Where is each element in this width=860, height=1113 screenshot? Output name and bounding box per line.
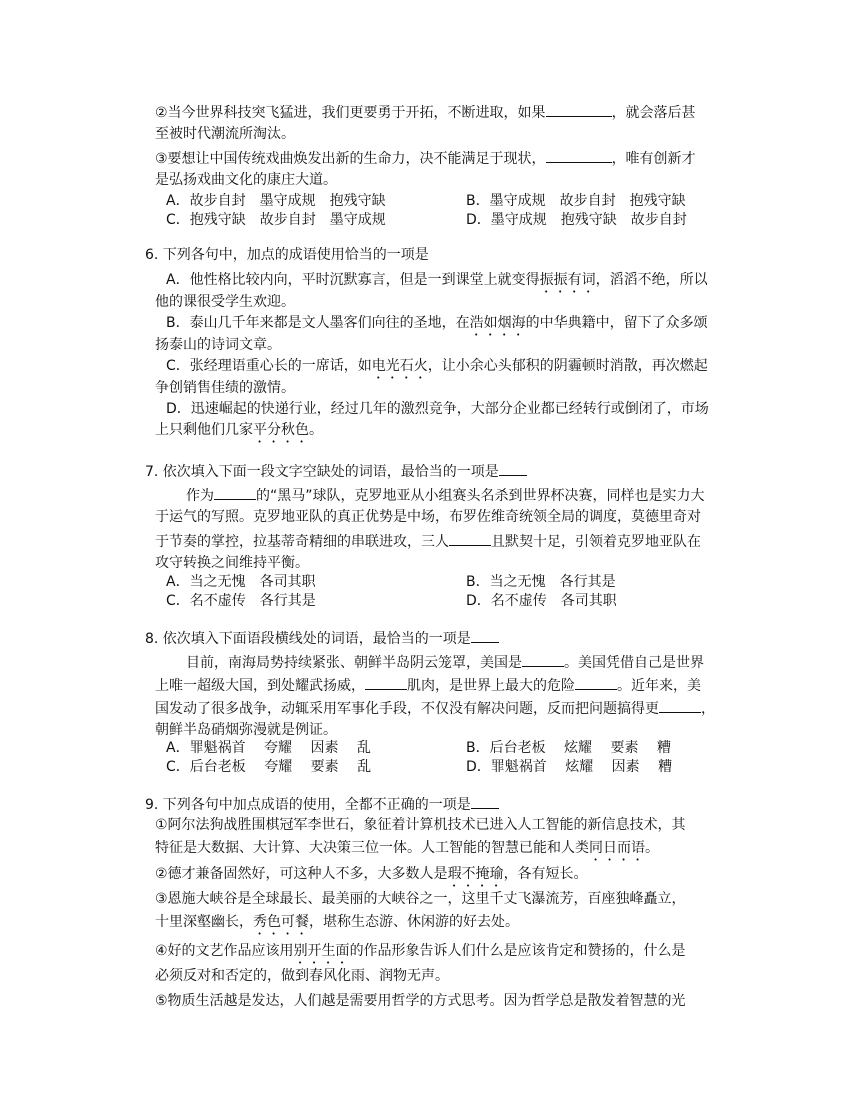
q6-c-text-b: ，让小余心头郁积的阴霾顿时消散，再次燃起	[427, 358, 708, 374]
fill-blank	[522, 651, 564, 667]
q6-b-text-a: B．泰山几千年来都是文人墨客们向往的圣地，在	[166, 315, 470, 331]
q6-d-text-b: 。	[309, 422, 323, 438]
q6-a-dotted-idiom: 振振有词	[539, 272, 596, 288]
fill-blank	[659, 697, 701, 713]
q9-s2-text-a: ②德才兼备固然好，可这种人不多，大多数人是	[155, 866, 448, 882]
q6-stem: 6. 下列各句中，加点的成语使用恰当的一项是	[145, 247, 429, 263]
q8-p1-text-b: 。美国凭借自己是世界	[564, 655, 704, 671]
q7-passage-line-3	[155, 530, 701, 552]
q9-s2-text-b: ，各有短长。	[503, 866, 588, 882]
q5-sentence-3-line-2: 是弘扬戏曲文化的康庄大道。	[155, 172, 337, 188]
q6-a-text-a: A．他性格比较内向，平时沉默寡言，但是一到课堂上就变得	[166, 272, 540, 288]
q7-passage-line-4: 攻守转换之间维持平衡。	[155, 555, 309, 571]
q9-sentence-3-line-2	[155, 912, 519, 938]
q7-option-b[interactable]: B．当之无愧 各行其是	[466, 574, 616, 590]
answer-blank[interactable]	[499, 460, 527, 476]
q6-c-dotted-idiom: 电光石火	[371, 358, 428, 374]
q7-option-a[interactable]: A．当之无愧 各司其职	[166, 574, 316, 590]
q9-s1-text-a: 特征是大数据、大计算、大决策三位一体。人工智能的智慧已能和人类	[155, 840, 589, 856]
q9-s1-text-b: 。	[645, 840, 659, 856]
q8-option-a[interactable]: A．罪魁祸首 夸耀 因素 乱	[166, 740, 371, 756]
q6-option-b-line-2: 扬泰山的诗词文章。	[155, 337, 281, 353]
q6-d-dotted-idiom: 平分秋色	[253, 422, 309, 438]
q8-passage-line-2	[155, 674, 701, 696]
q7-passage-line-2: 于运气的写照。克罗地亚队的真正优势是中场，布罗佐维奇统领全局的调度，莫德里奇对	[155, 509, 701, 525]
q7-option-c[interactable]: C．名不虚传 各行其是	[166, 593, 316, 609]
q8-passage-line-4: 朝鲜半岛硝烟弥漫就是例证。	[155, 722, 337, 738]
q9-sentence-3-line-1: ③恩施大峡谷是全球最长、最美丽的大峡谷之一，这里千丈飞瀑流芳，百座独峰矗立，	[155, 891, 686, 907]
q9-s1-dotted-idiom: 同日而语	[589, 840, 645, 856]
fill-blank	[575, 674, 617, 690]
q5-option-b[interactable]: B．墨守成规 故步自封 抱残守缺	[466, 193, 686, 209]
q5-sentence-2-line-1	[155, 101, 696, 123]
q7-option-d[interactable]: D．名不虚传 各司其职	[466, 593, 617, 609]
q8-p2-text-c: 。近年来，美	[617, 678, 701, 694]
q5-option-a[interactable]: A．故步自封 墨守成规 抱残守缺	[166, 193, 386, 209]
q9-s3-text-a: 十里深壑幽长，	[155, 914, 253, 930]
q9-stem	[145, 793, 499, 815]
q8-option-d[interactable]: D．罪魁祸首 炫耀 因素 糟	[466, 759, 673, 775]
q7-passage-line-1	[186, 484, 705, 506]
q9-s4-text-b: 的作品形象告诉人们什么是应该肯定和赞扬的，什么是	[349, 943, 686, 959]
q7-p3-text-b: 且默契十足，引领着克罗地亚队在	[491, 534, 701, 550]
answer-blank[interactable]	[471, 627, 499, 643]
q8-p2-text-b: 肌肉，是世界上最大的危险	[407, 678, 575, 694]
q9-s4-text-a: ④好的文艺作品应该用	[155, 943, 294, 959]
q8-stem-text: 8. 依次填入下面语段横线处的词语，最恰当的一项是	[145, 631, 471, 647]
q6-option-a-line-2: 他的课很受学生欢迎。	[155, 294, 295, 310]
fill-blank	[546, 101, 612, 117]
q5-s2-text-a: ②当今世界科技突飞猛进，我们更要勇于开拓，不断进取，如果	[155, 105, 546, 121]
q9-sentence-2	[155, 864, 588, 890]
q8-p3-text-b: ，	[701, 701, 715, 717]
q5-s2-text-b: ，就会落后甚	[611, 105, 696, 121]
q9-sentence-1-line-2	[155, 838, 659, 864]
q8-passage-line-1	[186, 651, 704, 673]
q6-a-text-b: ，滔滔不绝，所以	[595, 272, 708, 288]
q8-p2-text-a: 上唯一超级大国，到处耀武扬威，	[155, 678, 365, 694]
fill-blank	[449, 530, 491, 546]
q9-sentence-1-line-1: ①阿尔法狗战胜围棋冠军李世石，象征着计算机技术已进入人工智能的新信息技术，其	[155, 817, 686, 833]
q6-option-d-line-2	[155, 420, 323, 446]
q7-p3-text-a: 于节奏的掌控，拉基蒂奇精细的串联进攻，三人	[155, 534, 449, 550]
q9-sentence-4-line-2: 必须反对和否定的，做到春风化雨、润物无声。	[155, 968, 449, 984]
q6-option-d-line-1[interactable]: D．迅速崛起的快递行业，经过几年的激烈竞争，大部分企业都已经转行或倒闭了，市场	[166, 401, 709, 417]
q7-stem	[145, 460, 527, 482]
q7-p1-text-b: 的“黑马”球队，克罗地亚从小组赛头名杀到世界杯决赛，同样也是实力大	[256, 488, 705, 504]
q6-d-text-a: 上只剩他们几家	[155, 422, 253, 438]
q7-stem-text: 7. 依次填入下面一段文字空缺处的词语，最恰当的一项是	[145, 464, 499, 480]
q6-option-c-line-2: 争创销售佳绩的激情。	[155, 380, 295, 396]
q5-option-c[interactable]: C．抱残守缺 故步自封 墨守成规	[166, 212, 386, 228]
q8-option-c[interactable]: C．后台老板 夸耀 要素 乱	[166, 759, 372, 775]
q6-c-text-a: C．张经理语重心长的一席话，如	[166, 358, 372, 374]
q5-s3-text-a: ③要想让中国传统戏曲焕发出新的生命力，决不能满足于现状，	[155, 151, 546, 167]
fill-blank	[214, 484, 256, 500]
q5-option-d[interactable]: D．墨守成规 抱残守缺 故步自封	[466, 212, 687, 228]
q9-stem-text: 9. 下列各句中加点成语的使用，全都不正确的一项是	[145, 797, 471, 813]
q9-s4-dotted-idiom: 别开生面	[293, 943, 350, 959]
q7-p1-text-a: 作为	[186, 488, 214, 504]
q9-s3-text-b: ，堪称生态游、休闲游的好去处。	[309, 914, 519, 930]
q9-s2-dotted-idiom: 瑕不掩瑜	[447, 866, 504, 882]
fill-blank	[365, 674, 407, 690]
q5-sentence-3-line-1	[155, 147, 696, 169]
q9-sentence-4-line-1	[155, 941, 686, 967]
q8-p3-text-a: 国发动了很多战争，动辄采用军事化手段，不仅没有解决问题，反而把问题搞得更	[155, 701, 659, 717]
q8-stem	[145, 627, 499, 649]
q9-sentence-5-line-1: ⑤物质生活越是发达，人们越是需要用哲学的方式思考。因为哲学总是散发着智慧的光	[155, 993, 686, 1009]
q6-b-text-b: 的中华典籍中，留下了众多颂	[525, 315, 708, 331]
q8-option-b[interactable]: B．后台老板 炫耀 要素 糟	[466, 740, 671, 756]
answer-blank[interactable]	[471, 793, 499, 809]
q6-b-dotted-idiom: 浩如烟海	[469, 315, 526, 331]
q8-passage-line-3	[155, 697, 715, 719]
fill-blank	[546, 147, 612, 163]
q5-sentence-2-line-2: 至被时代潮流所淘汰。	[155, 126, 295, 142]
q5-s3-text-b: ，唯有创新才	[611, 151, 696, 167]
q8-p1-text-a: 目前，南海局势持续紧张、朝鲜半岛阴云笼罩，美国是	[186, 655, 522, 671]
q9-s3-dotted-idiom: 秀色可餐	[253, 914, 309, 930]
